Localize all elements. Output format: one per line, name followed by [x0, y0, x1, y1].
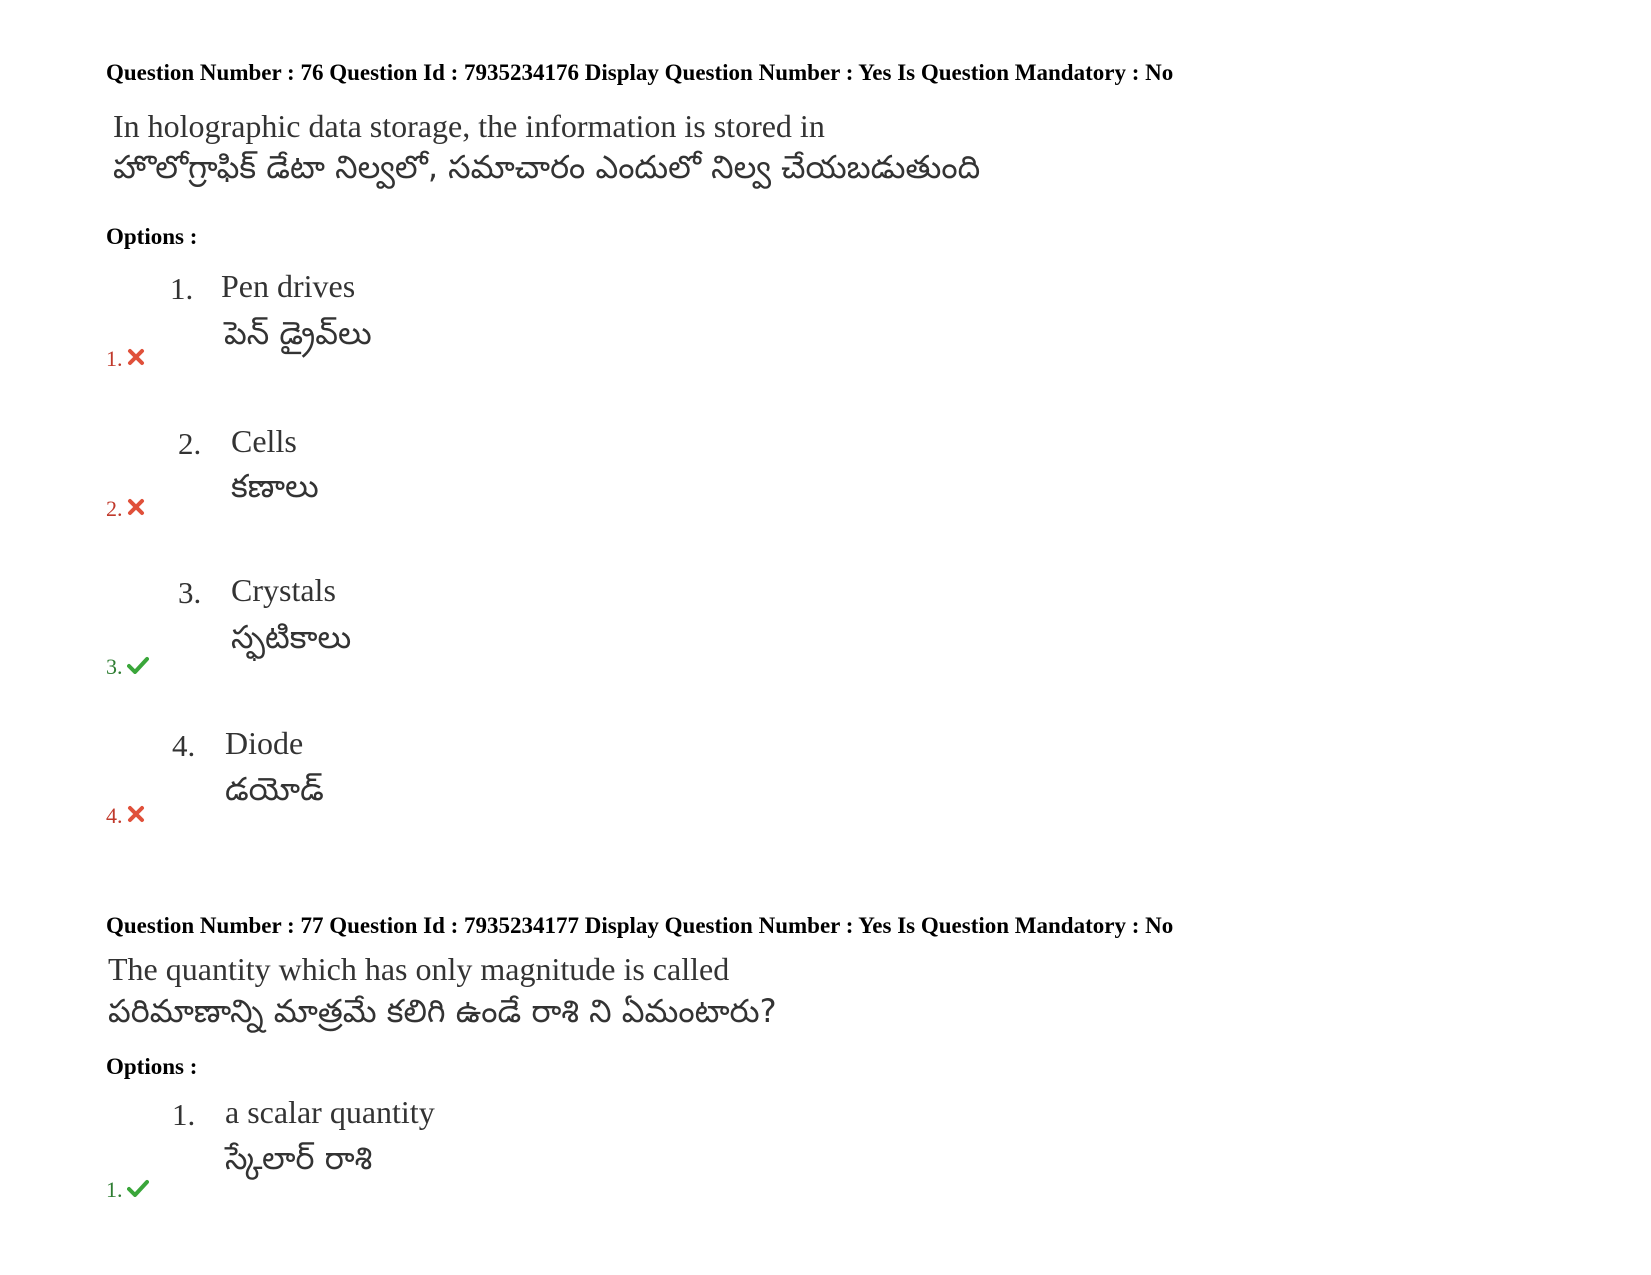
option-text-te: పెన్ డ్రైవ్‌లు — [224, 314, 372, 352]
option-marker-label: 3. — [106, 654, 123, 679]
option-text-te: స్కేలార్ రాశి — [225, 1139, 373, 1177]
option-marker-1 — [106, 346, 147, 372]
check-icon — [127, 654, 147, 674]
option-text-en: Pen drives — [221, 268, 356, 304]
option-text-te: డయోడ్ — [225, 770, 324, 808]
cross-icon — [127, 496, 147, 516]
cross-icon — [127, 346, 147, 366]
question-76-text-en: In holographic data storage, the information is stored in — [113, 108, 825, 144]
option-number: 1. — [170, 271, 194, 306]
option-text-te: కణాలు — [231, 467, 319, 505]
option-number: 1. — [172, 1097, 196, 1132]
question-77-text-te: పరిమాణాన్ని మాత్రమే కలిగి ఉండే రాశి ని ఏమంటారు? — [108, 992, 777, 1030]
option-marker-4 — [106, 803, 147, 829]
check-icon — [127, 1177, 147, 1197]
option-text-en: a scalar quantity — [225, 1094, 435, 1130]
option-marker-3 — [106, 654, 147, 680]
option-text-en: Crystals — [231, 572, 336, 608]
option-text-en: Diode — [225, 725, 304, 761]
option-marker-label: 1. — [106, 1177, 123, 1202]
option-number: 4. — [172, 728, 196, 763]
option-number: 2. — [178, 426, 202, 461]
option-marker-label: 4. — [106, 803, 123, 828]
option-text-en: Cells — [231, 423, 297, 459]
question-77-text-en: The quantity which has only magnitude is called — [108, 951, 730, 987]
option-marker-label: 2. — [106, 496, 123, 521]
option-marker-label: 1. — [106, 346, 123, 371]
cross-icon — [127, 803, 147, 823]
option-marker-q77-1 — [106, 1177, 147, 1203]
question-77-options-label: Options : — [106, 1054, 198, 1079]
question-77-header: Question Number : 77 Question Id : 7935234177 Display Question Number : Yes Is Question Mandatory : No — [106, 913, 1174, 938]
option-text-te: స్ఫటికాలు — [231, 618, 352, 656]
question-76-options-label: Options : — [106, 224, 198, 249]
option-marker-2 — [106, 496, 147, 522]
option-number: 3. — [178, 575, 202, 610]
question-76-text-te: హొలోగ్రాఫిక్ డేటా నిల్వలో, సమాచారం ఎందులో నిల్వ చేయబడుతుంది — [113, 148, 981, 186]
question-76-header: Question Number : 76 Question Id : 7935234176 Display Question Number : Yes Is Question Mandatory : No — [106, 60, 1174, 85]
